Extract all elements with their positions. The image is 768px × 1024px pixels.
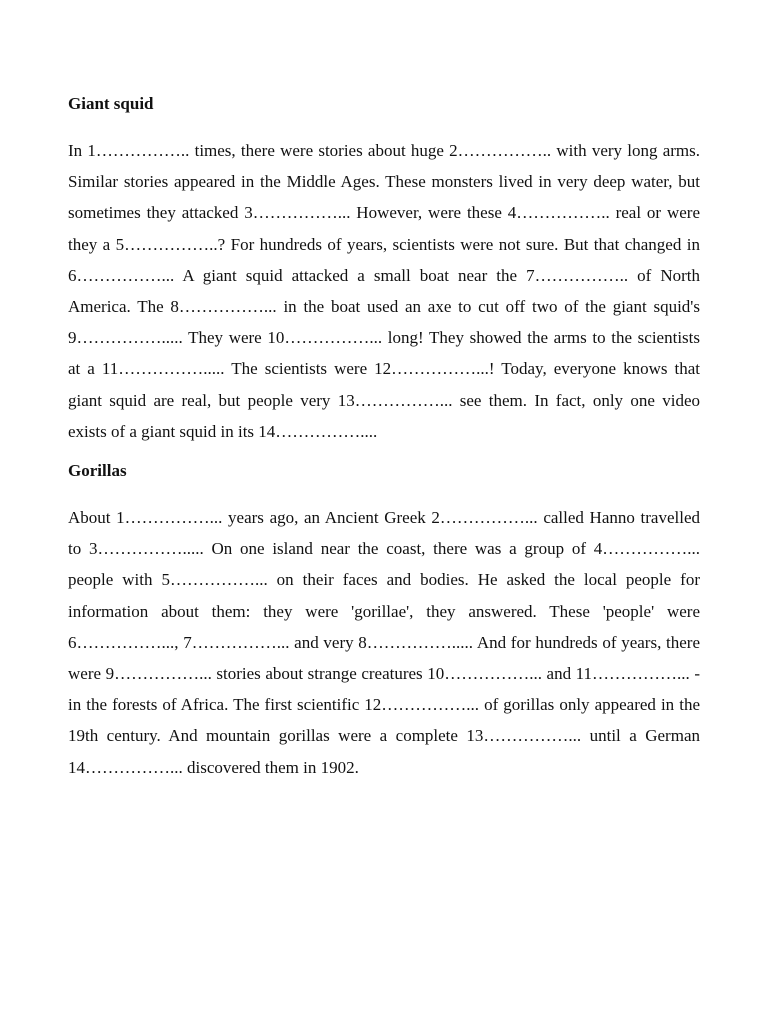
section-text-gorillas: About 1……………... years ago, an Ancient Greek 2……………... called Hanno travelled to 3……………..... On one island near the coast, there was a group of 4……………... people with 5……………... on their faces and bodies. He asked the local people for information about them: they were 'gorillae', they answered. These 'people' were 6……………..., 7……………... and very 8……………..... And for hundreds of years, there were 9……………... stories about strange creatures 10……………... and 11……………... - in the forests of Africa. The first scientific 12……………... of gorillas only appeared in the 19th century. And mountain gorillas were a complete 13……………... until a German 14……………... discovered them in 1902. xyxy=(68,508,700,777)
section-title-giant-squid: Giant squid xyxy=(68,94,154,113)
section-text-giant-squid: In 1…………….. times, there were stories about huge 2…………….. with very long arms. Similar stories appeared in the Middle Ages. These monsters lived in very deep water, but sometimes they attacked 3……………... However, were these 4…………….. real or were they a 5……………..? For hundreds of years, scientists were not sure. But that changed in 6……………... A giant squid attacked a small boat near the 7…………….. of North America. The 8……………... in the boat used an axe to cut off two of the giant squid's 9……………..... They were 10……………... long! They showed the arms to the scientists at a 11……………..... The scientists were 12……………...! Today, everyone knows that giant squid are real, but people very 13……………... see them. In fact, only one video exists of a giant squid in its 14…………….... xyxy=(68,141,700,441)
section-title-gorillas: Gorillas xyxy=(68,461,127,481)
document-page xyxy=(68,94,700,783)
